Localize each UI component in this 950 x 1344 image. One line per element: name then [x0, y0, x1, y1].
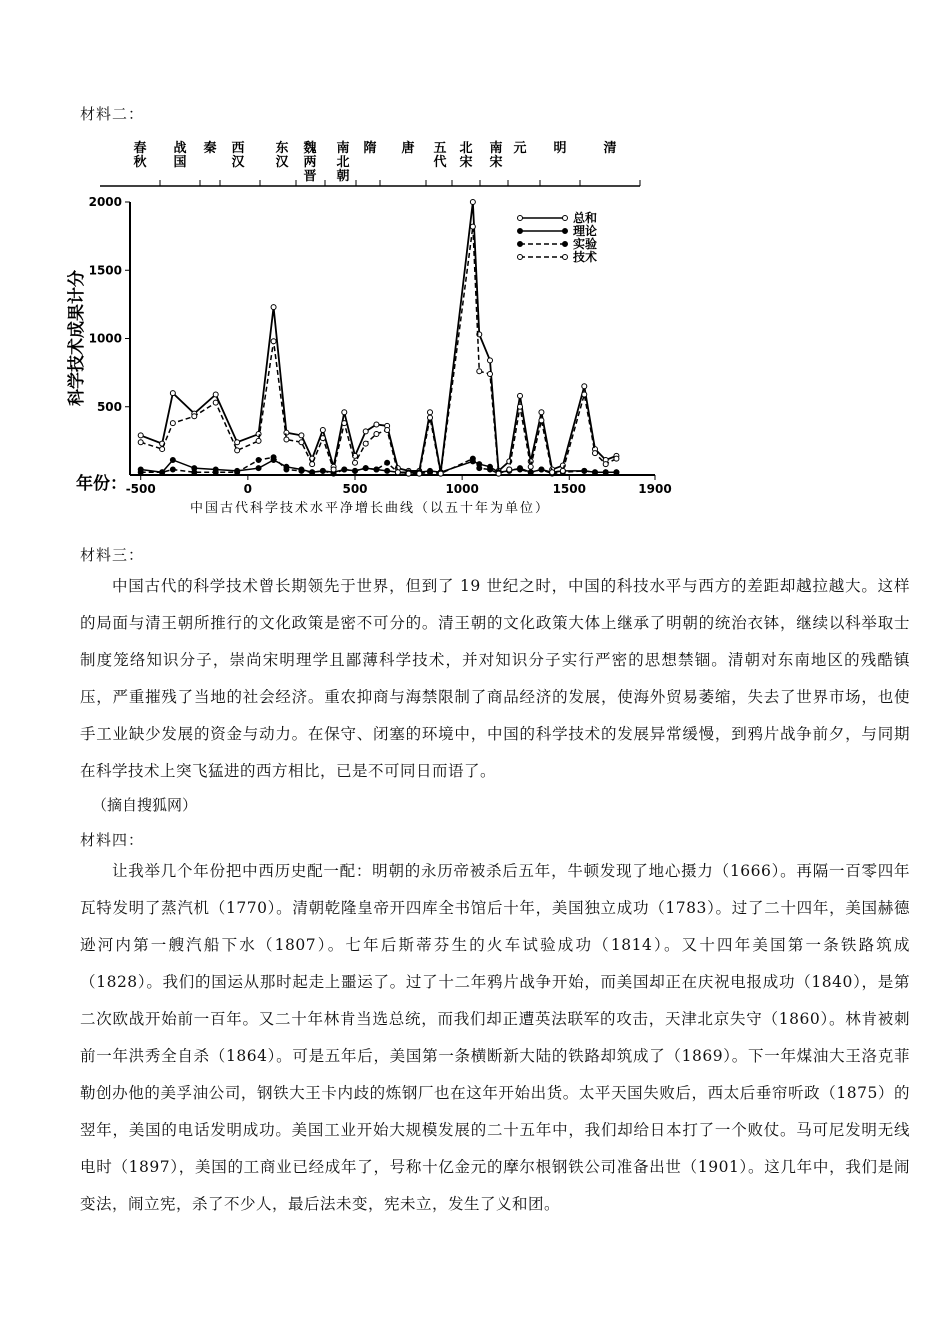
data-point	[614, 470, 619, 475]
data-point	[235, 448, 240, 453]
data-point	[539, 418, 544, 423]
data-point	[299, 440, 304, 445]
data-point	[170, 457, 175, 462]
data-point	[550, 470, 555, 475]
data-point	[488, 358, 493, 363]
legend-label: 总和	[573, 211, 598, 225]
data-point	[235, 440, 240, 445]
data-point	[470, 456, 475, 461]
dynasty-label: 清	[603, 141, 617, 156]
legend-marker	[563, 216, 568, 221]
data-point	[363, 466, 368, 471]
data-point	[310, 462, 315, 467]
legend-label: 技术	[573, 250, 598, 264]
data-point	[138, 433, 143, 438]
data-point	[353, 460, 358, 465]
dynasty-label: 朝	[336, 169, 350, 184]
data-point	[518, 467, 523, 472]
data-point	[310, 470, 315, 475]
dynasty-label: 代	[433, 155, 447, 170]
data-point	[593, 470, 598, 475]
dynasty-label: 隋	[363, 141, 377, 156]
material-3-source: （摘自搜狐网）	[92, 796, 198, 814]
data-point	[374, 422, 379, 427]
data-point	[582, 392, 587, 397]
dynasty-label: 五	[433, 141, 447, 156]
dynasty-label: 国	[173, 155, 187, 170]
data-point	[170, 467, 175, 472]
data-point	[331, 467, 336, 472]
data-point	[363, 429, 368, 434]
data-point	[417, 471, 422, 476]
dynasty-label: 南	[489, 141, 503, 156]
y-tick-label: 500	[96, 399, 122, 414]
y-axis-label: 科学技术成果计分	[67, 270, 87, 406]
legend-marker	[563, 229, 568, 234]
chart-svg	[60, 130, 680, 530]
data-point	[213, 470, 218, 475]
chart-legend	[518, 210, 598, 264]
dynasty-label: 宋	[489, 155, 503, 170]
data-point	[428, 470, 433, 475]
legend-marker	[518, 242, 523, 247]
y-tick-label: 1000	[88, 331, 122, 346]
dynasty-label: 北	[336, 155, 350, 170]
data-point	[213, 400, 218, 405]
data-point	[428, 415, 433, 420]
x-tick-label: 1000	[445, 482, 479, 496]
data-point	[428, 410, 433, 415]
data-point	[528, 470, 533, 475]
legend-marker	[563, 255, 568, 260]
dynasty-label: 汉	[231, 155, 245, 170]
data-point	[342, 421, 347, 426]
data-point	[488, 371, 493, 376]
data-point	[271, 305, 276, 310]
dynasty-label: 宋	[459, 155, 473, 170]
data-point	[539, 467, 544, 472]
data-point	[342, 467, 347, 472]
data-point	[603, 470, 608, 475]
data-point	[560, 468, 565, 473]
dynasty-label: 北	[459, 141, 473, 156]
data-point	[284, 437, 289, 442]
data-point	[395, 470, 400, 475]
data-point	[256, 457, 261, 462]
x-tick-label: 1900	[638, 482, 672, 496]
dynasty-label: 唐	[401, 141, 415, 156]
data-point	[406, 471, 411, 476]
dynasty-axis	[100, 140, 640, 186]
data-point	[614, 456, 619, 461]
dynasty-label: 明	[553, 141, 567, 156]
x-tick-label: 0	[243, 482, 253, 496]
data-point	[438, 471, 443, 476]
data-point	[385, 460, 390, 465]
data-point	[470, 224, 475, 229]
data-point	[170, 421, 175, 426]
data-point	[299, 468, 304, 473]
data-point	[477, 369, 482, 374]
data-point	[496, 471, 501, 476]
data-point	[271, 455, 276, 460]
series-line-总和	[141, 202, 617, 472]
dynasty-label: 晋	[303, 169, 317, 184]
data-point	[363, 441, 368, 446]
x-axis-label: 年份：	[76, 474, 127, 494]
data-point	[256, 432, 261, 437]
data-point	[160, 470, 165, 475]
data-point	[488, 467, 493, 472]
dynasty-label: 战	[173, 141, 187, 156]
data-point	[192, 414, 197, 419]
data-point	[470, 200, 475, 205]
data-point	[477, 466, 482, 471]
dynasty-label: 秋	[133, 155, 147, 170]
dynasty-label: 西	[231, 141, 245, 156]
data-point	[213, 392, 218, 397]
x-tick-label: 500	[342, 482, 368, 496]
legend-marker	[518, 216, 523, 221]
science-tech-chart	[60, 130, 680, 530]
data-point	[170, 391, 175, 396]
data-point	[256, 438, 261, 443]
dynasty-label: 魏	[303, 141, 317, 156]
dynasty-label: 两	[303, 155, 317, 170]
data-point	[138, 440, 143, 445]
data-point	[353, 468, 358, 473]
dynasty-label: 南	[336, 141, 350, 156]
data-point	[582, 468, 587, 473]
data-point	[342, 410, 347, 415]
data-point	[320, 468, 325, 473]
data-point	[320, 436, 325, 441]
data-point	[385, 427, 390, 432]
x-tick-label: -500	[125, 482, 156, 496]
data-point	[539, 410, 544, 415]
material-3-paragraph: 中国古代的科学技术曾长期领先于世界，但到了 19 世纪之时，中国的科技水平与西方的差距却越拉越大。这样的局面与清王朝所推行的文化政策是密不可分的。清王朝的文化政策大体上继承了明朝的统治衣钵，继续以科举取士制度笼络知识分子，崇尚宋明理学且鄙薄科学技术，并对知识分子实行严密的思想禁锢。清朝对东南地区的残酷镇压，严重摧残了当地的社会经济。重农抑商与海禁限制了商品经济的发展，使海外贸易萎缩，失去了世界市场，也使手工业缺少发展的资金与动力。在保守、闭塞的环境中，中国的科学技术的发展异常缓慢，到鸦片战争前夕，与同期在科学技术上突飞猛进的西方相比，已是不可同日而语了。	[80, 577, 910, 780]
data-point	[284, 467, 289, 472]
data-point	[299, 433, 304, 438]
data-point	[235, 470, 240, 475]
legend-label: 实验	[573, 237, 598, 251]
material-4-paragraph: 让我举几个年份把中西历史配一配：明朝的永历帝被杀后五年，牛顿发现了地心摄力（1666）。再隔一百零四年瓦特发明了蒸汽机（1770）。清朝乾隆皇帝开四库全书馆后十年，美国独立成功（1783）。过了二十四年，美国赫德逊河内第一艘汽船下水（1807）。七年后斯蒂芬生的火车试验成功（1814）。又十四年美国第一条铁路筑成（1828）。我们的国运从那时起走上噩运了。过了十二年鸦片战争开始，而美国却正在庆祝电报成功（1840），是第二次欧战开始前一百年。又二十年林肯当选总统，而我们却正遭英法联军的攻击，天津北京失守（1860）。林肯被刺前一年洪秀全自杀（1864）。可是五年后，美国第一条横断新大陆的铁路却筑成了（1869）。下一年煤油大王洛克菲勒创办他的美孚油公司，钢铁大王卡内歧的炼钢厂也在这年开始出货。太平天国失败后，西太后垂帘听政（1875）的翌年，美国的电话发明成功。美国工业开始大规模发展的二十五年中，我们却给日本打了一个败仗。马可尼发明无线电时（1897），美国的工商业已经成年了，号称十亿金元的摩尔根钢铁公司准备出世（1901）。这几年中，我们是闹变法，闹立宪，杀了不少人，最后法未变，宪未立，发生了义和团。	[80, 862, 910, 1213]
dynasty-label: 春	[133, 141, 147, 156]
material-3-label: 材料三：	[80, 546, 145, 564]
material-4-label: 材料四：	[80, 831, 145, 849]
data-point	[374, 432, 379, 437]
x-tick-label: 1500	[552, 482, 586, 496]
legend-marker	[563, 242, 568, 247]
dynasty-label: 汉	[275, 155, 289, 170]
chart-title: 中国古代科学技术水平净增长曲线（以五十年为单位）	[189, 501, 551, 516]
data-point	[385, 468, 390, 473]
y-tick-label: 1500	[88, 263, 122, 278]
dynasty-label: 元	[513, 141, 527, 156]
legend-marker	[518, 255, 523, 260]
data-point	[192, 470, 197, 475]
legend-label: 理论	[573, 224, 598, 238]
data-point	[374, 467, 379, 472]
legend-marker	[518, 229, 523, 234]
data-point	[256, 466, 261, 471]
data-point	[160, 447, 165, 452]
data-point	[518, 393, 523, 398]
data-point	[582, 384, 587, 389]
data-point	[320, 427, 325, 432]
dynasty-label: 东	[275, 141, 289, 156]
data-point	[603, 462, 608, 467]
data-point	[528, 464, 533, 469]
dynasty-label: 秦	[203, 141, 217, 156]
data-point	[518, 404, 523, 409]
data-point	[593, 451, 598, 456]
data-point	[138, 470, 143, 475]
data-point	[271, 339, 276, 344]
material-2-label: 材料二：	[80, 105, 145, 123]
data-point	[507, 467, 512, 472]
y-tick-label: 2000	[88, 195, 122, 209]
